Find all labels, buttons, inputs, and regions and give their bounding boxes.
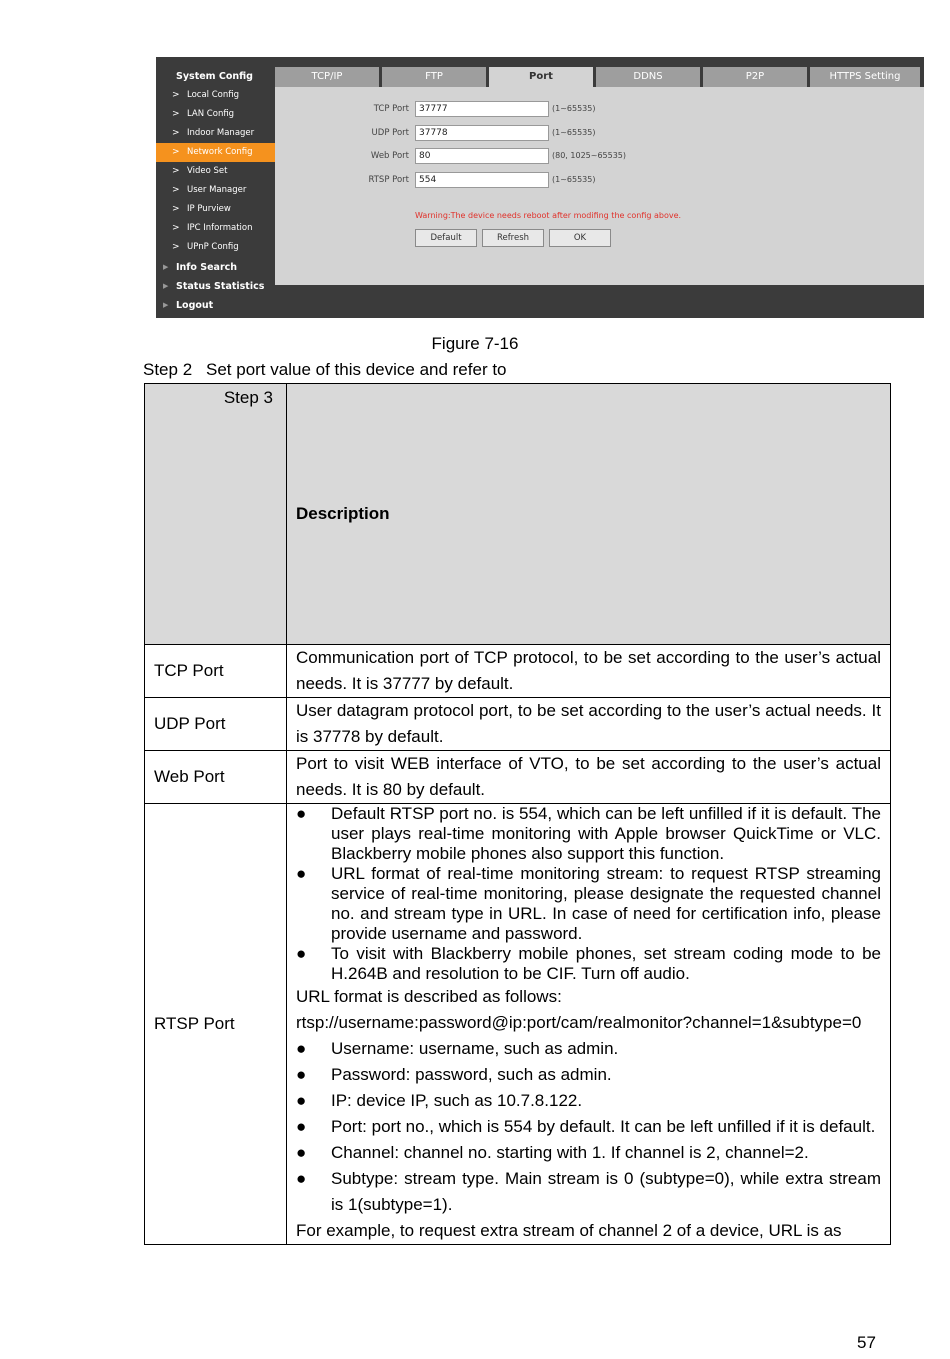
desc-udp-port: User datagram protocol port, to be set according to the user’s actual needs. It is 37778 by default.: [287, 698, 891, 751]
desc-tcp-port: Communication port of TCP protocol, to be set according to the user’s actual needs. It is 37777 by default.: [287, 645, 891, 698]
list-item: ● Password: password, such as admin.: [296, 1062, 881, 1088]
config-main-area: [275, 57, 924, 318]
param-web-port: Web Port: [145, 751, 287, 804]
refresh-button[interactable]: Refresh: [482, 229, 544, 247]
web-port-row: [275, 148, 924, 164]
rtsp-port-input[interactable]: 554: [415, 172, 549, 188]
sidebar-item-user-manager[interactable]: > User Manager: [156, 181, 275, 200]
ok-button[interactable]: OK: [549, 229, 611, 247]
sidebar-item-ip-purview[interactable]: > IP Purview: [156, 200, 275, 219]
bullet-icon: ●: [296, 864, 307, 883]
rtsp-port-range: (1~65535): [552, 175, 596, 184]
chevron-right-icon: >: [172, 166, 180, 176]
udp-port-range: (1~65535): [552, 128, 596, 137]
list-item: ● Username: username, such as admin.: [296, 1036, 881, 1062]
triangle-right-icon: ▶: [163, 301, 169, 309]
tab-ddns[interactable]: DDNS: [596, 67, 700, 87]
web-port-label: Web Port: [370, 151, 409, 161]
table-header-row: [145, 384, 891, 645]
bullet-icon: ●: [296, 1117, 307, 1136]
list-item: ● URL format of real-time monitoring stream: to request RTSP streaming service of real-time monitoring, please designate the requested channel no. and stream type in URL. In case of need for certification info, please provide username and password.: [296, 864, 881, 943]
chevron-right-icon: >: [172, 109, 180, 119]
port-parameter-table: [144, 383, 891, 1245]
rtsp-url-format: rtsp://username:password@ip:port/cam/realmonitor?channel=1&subtype=0: [296, 1013, 862, 1032]
list-item: ● Default RTSP port no. is 554, which can be left unfilled if it is default. The user plays real-time monitoring with Apple browser QuickTime or VLC. Blackberry mobile phones also support this function.: [296, 804, 881, 863]
sidebar-group-info-search[interactable]: ▶ Info Search: [156, 258, 275, 277]
sidebar-item-upnp-config[interactable]: > UPnP Config: [156, 238, 275, 257]
sidebar-group-status-statistics[interactable]: ▶ Status Statistics: [156, 277, 275, 296]
sidebar-group-logout[interactable]: ▶ Logout: [156, 296, 275, 315]
tcp-port-range: (1~65535): [552, 104, 596, 113]
list-item: ● Port: port no., which is 554 by default. It can be left unfilled if it is default.: [296, 1114, 881, 1140]
figure-caption: Figure 7-16: [431, 334, 519, 353]
chevron-right-icon: >: [172, 185, 180, 195]
param-udp-port: UDP Port: [145, 698, 287, 751]
config-tabbar: [275, 67, 924, 87]
sidebar-item-indoor-manager[interactable]: > Indoor Manager: [156, 124, 275, 143]
sidebar-item-video-set[interactable]: > Video Set: [156, 162, 275, 181]
sidebar-item-ipc-information[interactable]: > IPC Information: [156, 219, 275, 238]
desc-web-port: Port to visit WEB interface of VTO, to be set according to the user’s actual needs. It is 80 by default.: [287, 751, 891, 804]
tab-https-setting[interactable]: HTTPS Setting: [810, 67, 920, 87]
tcp-port-row: [275, 101, 924, 117]
step-2-text: Set port value of this device and refer to: [206, 360, 507, 379]
list-item: ● IP: device IP, such as 10.7.8.122.: [296, 1088, 881, 1114]
desc-rtsp-port: [287, 804, 891, 1245]
header-step-3: Step 3: [145, 384, 287, 645]
bullet-icon: ●: [296, 944, 307, 963]
web-port-input[interactable]: 80: [415, 148, 549, 164]
sidebar-item-local-config[interactable]: > Local Config: [156, 86, 275, 105]
page-number: 57: [857, 1333, 876, 1352]
sidebar-group-system-config[interactable]: System Config: [176, 71, 253, 82]
web-port-range: (80, 1025~65535): [552, 151, 627, 160]
tab-p2p[interactable]: P2P: [703, 67, 807, 87]
tcp-port-input[interactable]: 37777: [415, 101, 549, 117]
sidebar-item-network-config[interactable]: > Network Config: [156, 143, 275, 162]
udp-port-label: UDP Port: [371, 128, 409, 138]
tab-port[interactable]: Port: [489, 67, 593, 87]
header-description: Description: [287, 384, 891, 645]
chevron-right-icon: >: [172, 223, 180, 233]
step-2-number: Step 2: [143, 360, 193, 379]
table-row-web-port: [145, 751, 891, 804]
bullet-icon: ●: [296, 1169, 307, 1188]
table-row-rtsp-port: [145, 804, 891, 1245]
reboot-warning: Warning:The device needs reboot after modifing the config above.: [415, 211, 682, 220]
table-row-tcp-port: [145, 645, 891, 698]
tab-ftp[interactable]: FTP: [382, 67, 486, 87]
bullet-icon: ●: [296, 804, 307, 823]
sidebar-menu: [156, 57, 275, 318]
rtsp-port-label: RTSP Port: [368, 175, 409, 185]
chevron-right-icon: >: [172, 242, 180, 252]
port-settings-panel: [275, 87, 924, 285]
triangle-right-icon: ▶: [163, 282, 169, 290]
udp-port-input[interactable]: 37778: [415, 125, 549, 141]
param-tcp-port: TCP Port: [145, 645, 287, 698]
sidebar-item-lan-config[interactable]: > LAN Config: [156, 105, 275, 124]
chevron-right-icon: >: [172, 128, 180, 138]
port-config-screenshot: [156, 57, 924, 318]
rtsp-example-text: For example, to request extra stream of channel 2 of a device, URL is as: [296, 1221, 842, 1240]
param-rtsp-port: RTSP Port: [145, 804, 287, 1245]
step-2: [143, 360, 507, 380]
udp-port-row: [275, 125, 924, 141]
bullet-icon: ●: [296, 1091, 307, 1110]
triangle-right-icon: ▶: [163, 263, 169, 271]
url-format-intro: URL format is described as follows:: [296, 987, 562, 1006]
default-button[interactable]: Default: [415, 229, 477, 247]
list-item: ● To visit with Blackberry mobile phones, set stream coding mode to be H.264B and resolution to be CIF. Turn off audio.: [296, 944, 881, 983]
bullet-icon: ●: [296, 1065, 307, 1084]
tcp-port-label: TCP Port: [373, 104, 409, 114]
chevron-right-icon: >: [172, 147, 180, 157]
chevron-right-icon: >: [172, 90, 180, 100]
rtsp-port-row: [275, 172, 924, 188]
bullet-icon: ●: [296, 1039, 307, 1058]
list-item: ● Subtype: stream type. Main stream is 0 (subtype=0), while extra stream is 1(subtype=1).: [296, 1166, 881, 1218]
list-item: ● Channel: channel no. starting with 1. If channel is 2, channel=2.: [296, 1140, 881, 1166]
table-row-udp-port: [145, 698, 891, 751]
chevron-right-icon: >: [172, 204, 180, 214]
bullet-icon: ●: [296, 1143, 307, 1162]
tab-tcpip[interactable]: TCP/IP: [275, 67, 379, 87]
